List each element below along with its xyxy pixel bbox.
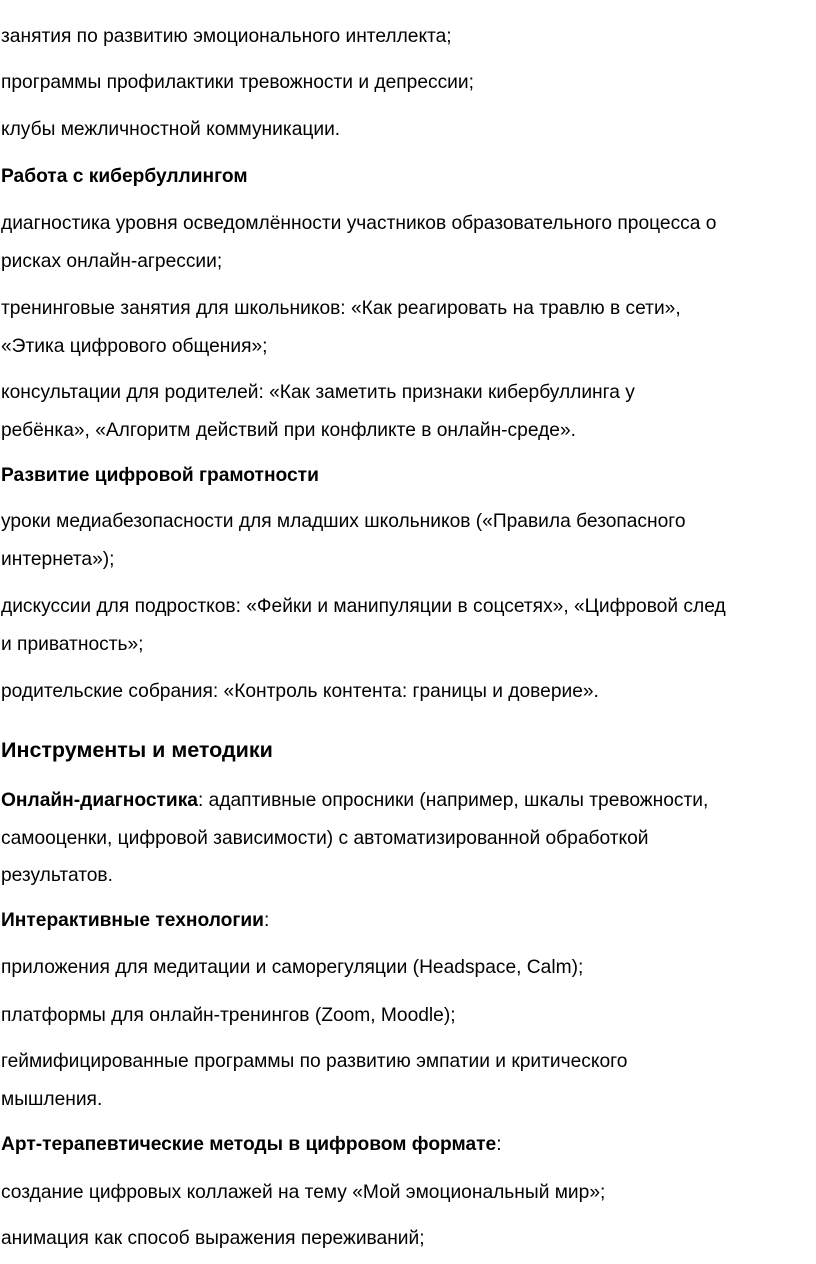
list-item-anxiety-prevention: программы профилактики тревожности и депрессии; xyxy=(1,72,474,93)
list-item-digital-collages: создание цифровых коллажей на тему «Мой эмоциональный мир»; xyxy=(1,1182,606,1203)
list-item-gamified-programs-line2: мышления. xyxy=(1,1089,103,1110)
section-heading-cyberbullying: Работа с кибербуллингом xyxy=(1,166,248,187)
list-item-meditation-apps: приложения для медитации и саморегуляции (Headspace, Calm); xyxy=(1,957,584,978)
list-item-online-platforms: платформы для онлайн-тренингов (Zoom, Moodle); xyxy=(1,1005,456,1026)
list-item-trainings-line1: тренинговые занятия для школьников: «Как реагировать на травлю в сети», xyxy=(1,298,681,319)
term-online-diagnostics: Онлайн-диагностика xyxy=(1,790,198,811)
term-art-therapy: Арт-терапевтические методы в цифровом формате xyxy=(1,1134,497,1155)
art-therapy-colon: : xyxy=(496,1134,502,1155)
list-item-parent-meetings: родительские собрания: «Контроль контента: границы и доверие». xyxy=(1,681,599,702)
list-item-emotional-intelligence: занятия по развитию эмоционального интеллекта; xyxy=(1,26,452,47)
interactive-tech-colon: : xyxy=(263,910,270,931)
paragraph-interactive-tech xyxy=(1,902,816,940)
section-heading-tools: Инструменты и методики xyxy=(1,738,273,762)
online-diagnostics-text: : адаптивные опросники (например, шкалы тревожности, xyxy=(197,790,709,811)
list-item-diagnostics-line2: рисках онлайн-агрессии; xyxy=(1,251,223,272)
term-interactive-tech: Интерактивные технологии xyxy=(1,910,264,931)
paragraph-online-diagnostics-line3: результатов. xyxy=(1,865,113,886)
list-item-media-safety-line1: уроки медиабезопасности для младших школьников («Правила безопасного xyxy=(1,511,686,532)
list-item-animation: анимация как способ выражения переживаний; xyxy=(1,1228,425,1249)
list-item-parent-consultations-line2: ребёнка», «Алгоритм действий при конфликте в онлайн-среде». xyxy=(1,420,576,441)
list-item-diagnostics-line1: диагностика уровня осведомлённости участников образовательного процесса о xyxy=(1,213,717,234)
list-item-gamified-programs-line1: геймифицированные программы по развитию эмпатии и критического xyxy=(1,1051,628,1072)
list-item-parent-consultations-line1: консультации для родителей: «Как заметить признаки кибербуллинга у xyxy=(1,382,635,403)
section-heading-digital-literacy: Развитие цифровой грамотности xyxy=(1,465,319,486)
list-item-teen-discussions-line1: дискуссии для подростков: «Фейки и манипуляции в соцсетях», «Цифровой след xyxy=(1,596,726,617)
paragraph-art-therapy xyxy=(1,1126,816,1164)
list-item-teen-discussions-line2: и приватность»; xyxy=(1,634,144,655)
list-item-media-safety-line2: интернета»); xyxy=(1,549,115,570)
list-item-trainings-line2: «Этика цифрового общения»; xyxy=(1,336,268,357)
list-item-communication-clubs: клубы межличностной коммуникации. xyxy=(1,119,341,140)
paragraph-online-diagnostics-line2: самооценки, цифровой зависимости) с автоматизированной обработкой xyxy=(1,828,649,849)
paragraph-online-diagnostics-line1 xyxy=(1,782,816,820)
